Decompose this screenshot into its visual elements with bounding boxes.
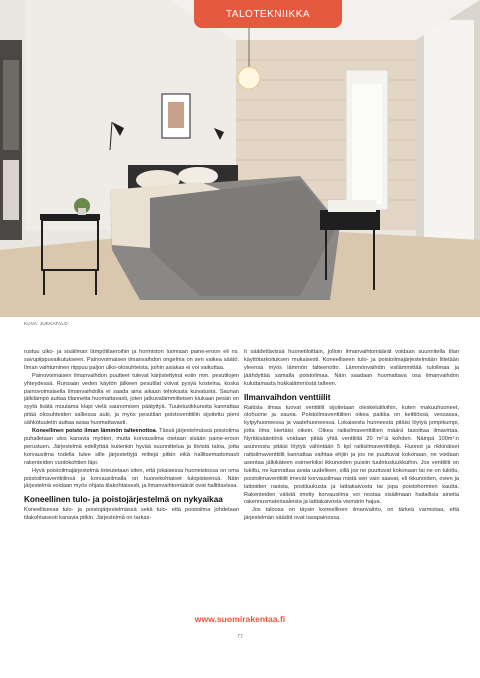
inline-subheading: Koneellinen poisto ilman lämmön talteenottoa [32, 428, 156, 435]
paragraph: ti säädettävissä huonetiloittain, jolloin ilmanvaihtomäärät voidaan suunnitella tilan käyttötarkoituksen mukaisesti. Koneelliseen tulo- ja poistoilmajärjestelmään liitetään yleensä myös lämmön talteenotto. Lämmönvaihdin esilämmittää tuloilmaa ja jäähdyttää samalla poistoilmaa. Näin saadaan huomattava osa ilmanvaihdon kuluttamasta hukkalämmöstä talteen. [244, 349, 459, 387]
right-column [244, 349, 459, 523]
page-number: 77 [237, 634, 243, 640]
paragraph: Painovoimaisen ilmanvaihdon puutteet tulevat kärjistettyinä esiin mm. pesutilojen yhteydessä. Runsaan veden käytön jälkeen pesutilat voivat pysyä kosteina, koska painovoimaisella ilmanvaihdolla ei saada aina aikaan tehokasta kuivatusta. Saunan jälkilämpö auttaa tilannetta huomattavasti, joten jatkuvalämmitteisen kiukaan pesän on syytä lisätä muutama klapi vielä saunomisen päätyttyä. Tuuletusikkunoita kannattaa pitää olosuhteiden salliessa auki, ja myös pesutilan poistoventtiilin sijoitettu pieni sähkötuuletin auttaa asiaa huomattavasti. [24, 372, 239, 427]
left-column [24, 349, 239, 523]
paragraph [24, 428, 239, 468]
photo-caption: KUVA: JUKKATALO [24, 321, 68, 326]
section-heading: Ilmanvaihdon venttiilit [244, 392, 331, 402]
paragraph: Koneellisessa tulo- ja poistojärjestelmässä sekä tulo- että poistoilma johdetaan tilakohtaisesti kanavia pitkin. Järjestelmä on tarkas- [24, 507, 239, 522]
section-tag: TALOTEKNIIKKA [194, 0, 342, 28]
section-heading: Koneellinen tulo- ja poistojärjestelmä on nykyaikaa [24, 495, 223, 505]
paragraph-text: . Tässä järjestelmässä poistoilma puhalletaan ulos kanavia myöten, mutta korvausilma otetaan sisään paine-eroon perustuen. Järjestelmä edellyttää kuitenkin hyvää suunnittelua ja tiivistä taloa, jotta korvausilma todella tulee sille järjestettyjä reittejä pitkin eikä hallitsemattomasti rakenteiden vuotokohtien läpi. [24, 428, 239, 466]
paragraph: rustuu ulko- ja sisäilman lämpötilaeroihin ja hormiston luomaan paine-eroon eli ns. savupiippuvaikutukseen. Painovoimaisen ilmanvaihdon ongelma on sen vaikea säätö. Ilman vaihtuminen riippuu paljon ulko-olosuhteista, joihin asiakas ei voi vaikuttaa. [24, 349, 239, 371]
paragraph: Raitista ilmaa tuovat venttiilit sijoitetaan oleskelutiloihin, kuten makuuhuoneet, olohuone ja sauna. Poistoilmaventtiilien oikea paikka on keittiössä, vessassa, kylpyhuoneessa ja vaatehuoneessa. Lokaisesta huoneesta pitäisi löytyä jompikumpi, jotta ilma kiertäisi oikein. Oikea raitisilmaventtiilien määrä tasoittaa ilmavirtaa. Nyrkkisääntönä voidaan pitää yhtä venttiiliä 20 m²:ä kohden. Näinpä 100m²:n asunnosta pitäisi löytyä vähintään 5 kpl raitisilmaventtiilejä. Huonot ja rikkinäiset raitisilmaventtiilit kannattaa vaihtaa ehjiin ja jos ne puuttuvat kokonaan, ne voidaan asentaa jälkikäteen esimerkiksi ikkunoiden puisiin tuuletusluukkuihin. Jos venttiilit on tukittu, ne kannattaa avata uudelleen, sillä jos ne puuttuvat kokonaan tai ne on tukittu, poistoilmaventtiilit imevät korvausilmaa mistä sen vain saavat, eli ikkunoiden, ovien ja lattioiden raoista, postiluukusta ja lattiakaivosta tai jopa poistohormien kautta. Rakenteiden välistä imetty korvausilma voi nostaa sisäilmaan haitallisia aineita rakennusmateriaaleista ja lattiakaivosta viemärin hajua. [244, 404, 459, 506]
paragraph: Jos taloosa on täysin koneellinen ilmanvaihto, on tärkeä varmistaa, että järjestelmän säädöt ovat tasapainossa. [244, 507, 459, 522]
bedroom-photo [0, 0, 480, 317]
website-link[interactable]: www.suomirakentaa.fi [194, 614, 286, 624]
paragraph: Hyvä poistoilmajärjestelmä toteutetaan siten, että jokaisessa huoneistossa on oma poistoilmaventtiilinsä ja korvausilmalla on huonekohtaiset tulopisteensä. Näin järjestelmä voidaan myös ohjata tilakohtaisesti, ja ilmanvaihtomäärät ovat hallittavissa. [24, 467, 239, 490]
